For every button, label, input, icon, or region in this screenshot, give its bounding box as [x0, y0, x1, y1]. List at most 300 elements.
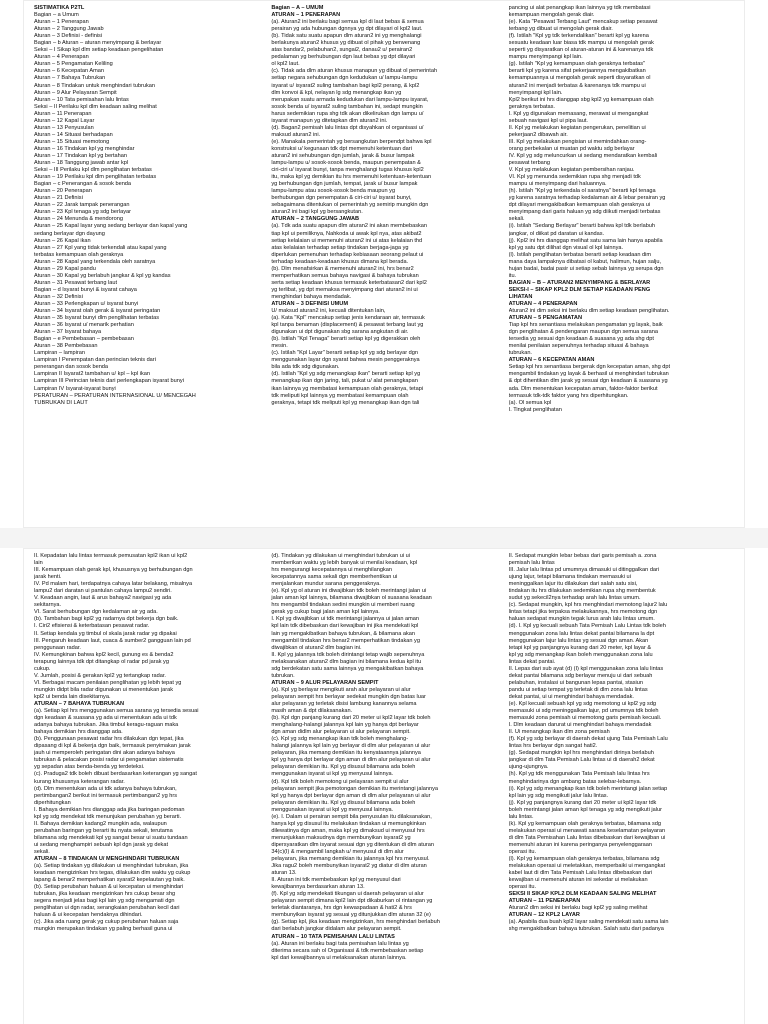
text-line: Aturan – 6 Kecepatan Aman: [34, 68, 104, 75]
text-line: diterima secara sah ol Organisasi & tdk membebaskan setiap: [271, 947, 424, 954]
text-line: Aturan – 4 Penerapan: [34, 54, 89, 61]
text-line: berarti kpl yg karena sifat pekerjaannya mengakibatkan: [508, 68, 646, 75]
text-line: menggunakan layar dgn syarat bahwa mesin penggeraknya: [271, 357, 420, 364]
text-line: II. Kpl yg jalannya tdk boleh dirintangi tetap wajib sepenuhnya: [271, 651, 425, 658]
text-line: sekali.: [34, 848, 50, 855]
text-line: yg terlibat, yg dpt memaksa menyimpang dari aturan2 ini ui: [271, 286, 418, 293]
text-line: ui sedang menghampiri sebuah kpl dgn jarak yg dekat: [34, 841, 169, 848]
text-line: tubrukan & pelacakan posisi radar ui pengamatan sistematis: [34, 757, 184, 764]
section-heading: BAGIAN – B – ATURAN2 MENYIMPANG & BERLAYAR: [508, 279, 651, 286]
text-line: meninggalkan lajur itu dilakukan dari salah satu sisi,: [508, 581, 638, 588]
text-line: di dlm Tata Pemisahan Lalu lintas dibebaskan dari kewajiban ui: [508, 834, 666, 841]
text-line: ujung lajur, tetapi bilamana tindakan memasuki ui: [508, 574, 631, 581]
text-line: pelayaran sempit hrs berlayar sedekat mungkin dgn batas luar: [271, 693, 426, 700]
text-line: (c). Istilah "Kpl Layar" berarti setiap kpl yg sdg berlayar dgn: [271, 350, 419, 357]
text-line: kemampuannya ui mengolah gerak seperti disyaratkan ol: [508, 75, 651, 82]
text-line: tindakan itu hrs dilakukan sedemikian rupa shg membentuk: [508, 588, 656, 595]
text-line: VI. Kpl yg menunda sedemikian rupa shg menjadi tdk: [508, 174, 641, 181]
text-line: menggunakan isyarat ui kpl yg menyusul lainnya.: [271, 806, 394, 813]
text-line: (g). Sedapat mungkin kpl hrs menghindari dirinya berlabuh: [508, 750, 654, 757]
text-line: sedang berlayar dgn dayung: [34, 230, 105, 237]
text-line: diperhitungkan: [34, 799, 71, 806]
text-line: II. Kepadatan lalu lintas termasuk pemusatan kpl2 ikan ui kpl2: [34, 553, 188, 559]
text-line: diwajibkan ol aturan2 dlm bagian ini.: [271, 644, 362, 651]
text-line: kpl tanpa benaman (displacement) & pesawat terbang laut yg: [271, 322, 424, 329]
text-line: Lampiran IV Isyarat-isyarat bunyi: [34, 385, 116, 392]
text-line: kpl yg hanya dpt berlayar dgn aman di dlm alur pelayaran ui alur: [271, 757, 431, 764]
text-line: itu.: [508, 272, 517, 279]
text-line: mengambil tindakan hrs benar2 memperhatikan tindakan yg: [271, 637, 420, 644]
text-line: dpt dilayari mengakibatkan kemampuan olah geraknya ui: [508, 202, 651, 209]
text-line: (d). Tindakan yg dilakukan ui menghindari tubrukan ui ui: [271, 553, 411, 559]
text-line: (j). Kpl yg panjangnya kurang dari 20 meter ui kpl2 layar tdk: [508, 799, 657, 806]
text-line: menjalankan mundur sarana penggeraknya.: [271, 581, 381, 588]
section-heading: SEKSI II SIKAP KPL2 DLM KEADAAN SALING MELIHAT: [508, 891, 657, 898]
text-line: terbang yg dibuat ui mengolah gerak diair.: [508, 26, 613, 33]
text-line: Aturan – 24 Menunda & mendorong: [34, 216, 123, 223]
text-line: (c). Praduga2 tdk boleh dibuat berdasarkan keterangan yg sangat: [34, 771, 197, 778]
text-line: (l). Kpl yg kemampuan olah geraknya terbatas, bilamana sdg: [508, 856, 660, 863]
text-line: terapung lainnya tdk dpt ditangkap ol radar pd jarak yg: [34, 658, 169, 665]
text-line: & dpt dihentikan dlm jarak yg sesuai dgn keadaan & suasana yg: [508, 378, 668, 385]
text-line: (b). Tambahan bagi kpl2 yg radarnya dpt bekerja dgn baik.: [34, 616, 179, 623]
text-line: (k). Kpl yg kemampuan olah geraknya terbatas, bilamana sdg: [508, 820, 662, 827]
text-line: berhubungan dgn penempatan & ciri-ciri u/ isyarat bunyi,: [271, 195, 412, 202]
text-line: Aturan – 22 Jarak tampak penerangan: [34, 202, 130, 209]
text-line: memasuki ui sdg meninggalkan lajur, pd umumnya tdk boleh: [508, 708, 659, 715]
text-line: Aturan – 37 Isyarat bahaya: [34, 329, 102, 336]
text-line: adanya bahaya tubrukan. Jika timbul keragu-raguan maka: [34, 722, 179, 729]
text-line: alur pelayaran yg terletak disisi lambung kanannya selama: [271, 700, 417, 707]
text-line: menggunakan lajur lalu lintas yg sesuai dgn aman. Akan: [508, 637, 649, 644]
text-line: lampu2 dari daratan ui pantulan cahaya lampu2 sendiri.: [34, 588, 172, 595]
text-line: Aturan – 29 Kapal pandu: [34, 265, 96, 272]
text-line: I. Ciri2 efisiensi & keterbatasan pesawat radar.: [34, 623, 150, 630]
text-line: Aturan – 28 Kapal yang terkendala oleh saratnya: [34, 258, 156, 265]
text-line: mampu menyimpangi kpl lain.: [508, 54, 583, 61]
text-line: seperti yg disyaratkan ol aturan-aturan ini & karenanya tdk: [508, 47, 654, 54]
text-line: Aturan – 7 Bahaya Tubrukan: [34, 75, 106, 82]
text-line: (i). Kpl yg sdg menangkap ikan tdk boleh merintangi jalan setiap: [508, 785, 668, 792]
text-line: II. Sedapat mungkin lebar bebas dari garis pemisah a. zona: [508, 553, 657, 559]
text-line: (b). Penggunaan pesawat radar hrs dilakukan dgn tepat, jika: [34, 736, 184, 743]
text-line: Aturan – 11 Penerapan: [34, 110, 92, 117]
text-line: kpl yg sdg mendekat tdk menunjukan perubahan yg berarti.: [34, 813, 182, 820]
text-line: hujan badai, badai pasir ui setiap sebab lainnya yg serupa dgn: [508, 265, 664, 272]
text-line: kpl2 ui benda lain disekitarnya.: [34, 693, 111, 700]
text-line: IV. Pd malam hari, terdapatnya cahaya latar belakang, misalnya: [34, 581, 193, 588]
text-line: Aturan – 38 Pembebasan: [34, 343, 98, 350]
text-line: (b). Kpl dgn panjang kurang dari 20 meter ui kpl2 layar tdk boleh: [271, 715, 431, 722]
text-line: (a). Setiap tindakan yg dilakukan ui menghindari tubrukan, jika: [34, 863, 189, 870]
text-line: lintas dekat pantai.: [508, 658, 556, 665]
text-line: maksud aturan2 ini.: [271, 131, 321, 138]
text-line: jalan aman kpl lainnya, bilamana diwajibkan ol suasana keadaan: [271, 595, 432, 602]
text-line: sekali.: [508, 216, 525, 223]
text-line: 34(c)(I) & mengambil langkah u/ menyusul di dlm alur: [271, 848, 404, 855]
text-line: masih aman & dpt dilaksanakan.: [271, 708, 353, 715]
text-line: (e). I. Dalam ui perairan sempit bila penyusulan itu dilaksanakan,: [271, 813, 432, 820]
text-line: pelabuhan, instalasi ui bangunan lepas pantai, stasiun: [508, 679, 644, 686]
text-line: jangkar, ol diikat pd daratan ui kandas.: [508, 230, 605, 237]
text-line: Aturan – 31 Pesawat terbang laut: [34, 279, 118, 286]
text-line: lampu-lampu u/ sosok-sosok benda, maupun penempatan &: [271, 160, 421, 167]
section-heading: LIHATAN: [508, 293, 533, 300]
section-heading: ATURAN – 5 PENGAMATAN: [508, 315, 582, 322]
text-line: Seksi – III Perilaku kpl dlm penglihatan terbatas: [34, 167, 152, 174]
text-line: Aturan – 5 Pengamatan Keliling: [34, 61, 113, 68]
text-line: terhadap keadaan-keadaan khusus dimana kpl berada.: [271, 258, 409, 265]
text-line: kpl yg sdg menangkap ikan boleh menggunakan zona lalu: [508, 651, 653, 658]
text-line: ada. Dlm menentukan kecepatan aman, faktor-faktor berikut: [508, 385, 658, 392]
text-line: Aturan – 9 Alur Pelayaran Sempit: [34, 89, 117, 96]
text-line: mungkin didpt bila radar digunakan ui menentukan jarak: [34, 686, 173, 693]
text-line: pelayaran demikian itu. Kpl yg disusul bilamana ada boleh: [271, 799, 416, 806]
section-heading: ATURAN – 6 KECEPATAN AMAN: [508, 357, 595, 364]
text-line: kpl yg satu dpt dilihat dgn visual ol kpl lainnya.: [508, 244, 624, 251]
text-line: Aturan – 21 Definisi: [34, 195, 83, 202]
text-line: Setiap kpl hrs senantiasa bergerak dgn kecepatan aman, shg dpt: [508, 364, 671, 371]
text-line: menghalang-halangi jalannya kpl lain yg hanya dpt berlayar: [271, 722, 419, 729]
text-line: tubrukan.: [271, 672, 295, 679]
text-line: Aturan – 16 Tindakan kpl yg menghindar: [34, 145, 135, 152]
text-line: tersedia yg sesuai dgn keadaan & suasana yg ada shg dpt: [508, 336, 654, 343]
section-heading: ATURAN – 1 PENERAPAN: [271, 12, 341, 19]
text-line: Aturan – 34 Isyarat olah gerak & isyarat peringatan: [34, 308, 161, 315]
text-line: (i). Istilah "Sedang Berlayar" berarti bahwa kpl tdk berlabuh: [508, 223, 656, 230]
text-line: (a). Kpl yg berlayar mengikuti arah alur pelayaran ui alur: [271, 686, 411, 693]
page-2-columns: [24, 549, 744, 1024]
text-line: (b). Tidak satu suatu apapun dlm aturan2 ini yg menghalangi: [271, 33, 422, 40]
text-line: (b). Istilah "Kpl Tenaga" berarti setiap kpl yg digerakkan oleh: [271, 336, 421, 343]
text-line: II. Ui menangkap ikan dlm zona pemisah: [508, 729, 610, 736]
text-line: harus sedemikian rupa shg tdk akan dikelirukan dgn lampu u/: [271, 110, 424, 117]
text-line: Aturan – 32 Definisi: [34, 293, 83, 300]
text-line: Bagian – c Penerangan & sosok benda: [34, 181, 132, 188]
text-line: isyarat manapun yg ditetapkan dlm aturan2 ini.: [271, 117, 388, 124]
text-line: kemampuan mengolah gerak diair.: [508, 12, 595, 19]
text-line: Lampiran – lampiran: [34, 350, 85, 357]
text-line: memberikan waktu yg lebih banyak ui menilai keadaan, kpl: [271, 560, 418, 567]
page-2-column-left: [34, 553, 259, 1024]
section-heading: ATURAN – 10 TATA PEMISAHAN LALU LINTAS: [271, 933, 395, 940]
text-line: tdk meliputi kpl lainnya yg membatasi kemampuan olah: [271, 392, 409, 399]
text-line: sesuatu keadaan luar biasa tdk mampu ui mengolah gerak: [508, 40, 654, 47]
page-1-column-left: [34, 5, 259, 527]
text-line: Bagian – d Isyarat bunyi & isyarat cahaya: [34, 286, 137, 293]
text-line: aturan2 ini menjadi terbatas & karenanya tdk mampu ui: [508, 82, 646, 89]
text-line: jauh ui memperoleh peringatan dini akan adanya bahaya: [34, 750, 175, 757]
text-line: (e). Kpl kecuali sebuah kpl yg sdg memotong ui kpl2 yg sdg: [508, 700, 657, 707]
text-line: shg mengakibatkan bahaya tubrukan. Salah satu dari padanya: [508, 926, 664, 933]
text-line: lalu lintas.: [508, 813, 534, 820]
section-heading: ATURAN – 9 ALUR PELAYARAN SEMPIT: [271, 679, 379, 686]
document-page-1: [23, 0, 745, 528]
text-line: pandu ui setiap tempat yg terletak di dlm zona lalu lintas: [508, 686, 648, 693]
text-line: pelayaran, jika memang demikian itu kenyataannya jalannya: [271, 750, 421, 757]
text-line: konstruksi u/ kegunaan tdk dpt memenuhi ketentuan dari: [271, 145, 412, 152]
text-line: kewajibannya berdasarkan aturan 13.: [271, 884, 365, 891]
text-line: kurang khususnya keterangan radar.: [34, 778, 125, 785]
text-line: (c). Sedapat mungkin, kpl hrs menghindari memotong lajur2 lalu: [508, 602, 668, 609]
text-line: Seksi – II Perilaku kpl dlm keadaan saling melihat: [34, 103, 157, 110]
text-line: (d). Kpl tdk boleh memotong ui pelayaran sempit ui alur: [271, 778, 409, 785]
page-2-column-middle: [271, 553, 496, 1024]
text-line: (a). Aturan2 ini berlaku bagi semua kpl di laut bebas & semua: [271, 19, 424, 26]
text-line: Aturan – 35 Isyarat bunyi dlm penglihatan terbatas: [34, 315, 160, 322]
text-line: (l). Istilah penglihatan terbatas berarti setiap keadaan dim: [508, 251, 652, 258]
section-heading: SISTIMATIKA P2TL: [34, 5, 85, 11]
text-line: dlm konvoi & kpl, nelayan lg sdg menangkap ikan yg: [271, 89, 402, 96]
section-heading: ATURAN – 7 BAHAYA TUBRUKAN: [34, 700, 125, 707]
text-line: ujung-ujungnya.: [508, 764, 549, 771]
page-2-column-right: [509, 553, 734, 1024]
text-line: II. Bahaya demikian kadang2 mungkin ada, walaupun: [34, 820, 167, 827]
text-line: Aturan – 3 Definisi - definisi: [34, 33, 103, 40]
text-line: jangkar di dlm Tata Pemisah Lalu lintas ui di daerah2 dekat: [508, 757, 655, 764]
text-line: memenuhi aturan ini karena peringanya penyelenggaraan: [508, 841, 653, 848]
text-line: (d). Istilah "Kpl yg sdg menangkap ikan" berarti setiap kpl yg: [271, 371, 421, 378]
text-line: kewajiban ui memenuhi aturan ini sekedar ui melakukan: [508, 877, 648, 884]
text-line: kabel laut di dlm Tata Pemisah Lalu lintas dibebaskan dari: [508, 870, 653, 877]
text-line: dekat pantai, ui ui menghindari bahaya mendadak.: [508, 693, 634, 700]
text-line: berlakunya aturan2 khusus yg dibuat ol pihak yg berwenang: [271, 40, 421, 47]
text-line: I. Kpl yg diwajibkan ui tdk merintangi jalannya ui jalan aman: [271, 616, 420, 623]
text-line: (d). I. Kpl yg kecuali sebuah Tata Pemisah Lalu Lintas tdk boleh: [508, 623, 666, 630]
text-line: ikan lainnya yg membatasi kemampuan olah geraknya, tetapi: [271, 385, 424, 392]
text-line: Aturan – 14 Situasi berhadapan: [34, 131, 113, 138]
text-line: Bagian – b Aturan – aturan menyimpang & berlayar: [34, 40, 162, 47]
text-line: II. Aturan ini tdk membebaskan kpl yg menyusul dari: [271, 877, 401, 884]
text-line: dekat pantai bilamana sdg berlayar menuju ui dari sebuah: [508, 672, 653, 679]
text-line: menghindari bahaya mendadak.: [271, 293, 352, 300]
text-line: VI. Berbagai macam penilaian penglihatan yg lebih tepat yg: [34, 679, 182, 686]
text-line: (d). Dlm menentukan ada ui tdk adanya bahaya tubrukan,: [34, 785, 177, 792]
text-line: haluan & ui kecepatan hendaknya dihindari.: [34, 912, 143, 919]
text-line: Aturan – 26 Kapal ikan: [34, 237, 91, 244]
text-line: pancing ui alat penangkap ikan lainnya yg tdk membatasi: [508, 5, 651, 11]
text-line: (c). Tidak ada dlm aturan khusus manapun yg dibuat ol pemerintah: [271, 68, 438, 75]
text-line: diperlukan pemenuhan terhadap kebiasaan seorang pelaut ui: [271, 251, 424, 258]
text-line: pelayaran, jika memang demikian itu jalannya kpl hrs menyusul.: [271, 856, 430, 863]
text-line: (a). Setiap kpl hrs menggunakan semua sarana yg tersedia sesuai: [34, 708, 199, 715]
text-line: tetapi kpl yg panjangnya kurang dari 20 meter, kpl layar &: [508, 644, 652, 651]
text-line: lintas hrs berlayar dgn sangat hati2.: [508, 743, 598, 750]
text-line: Kpl2 berikut ini hrs dianggap sbg kpl2 yg kemampuan olah: [508, 96, 654, 103]
text-line: Lampiran I Penempatan dan perincian teknis dari: [34, 357, 156, 364]
text-line: IV. Kemungkinan bahwa kpl2 kecil, gunung es & benda2: [34, 651, 174, 658]
text-line: (a). Apabila dua buah kpl2 layar saling mendekati satu sama lain: [508, 919, 669, 926]
text-line: yg karena saratnya terhadap kedalaman air & lebar perairan yg: [508, 195, 666, 202]
text-line: (h). Kpl yg tdk menggunakan Tata Pemisah lalu lintas hrs: [508, 771, 650, 778]
text-line: perairan yg ada hubungan dgnnya yg dpt dilayari ol kpl2 laut.: [271, 26, 423, 33]
text-line: sdg berdekatan satu sama lainnya yg mengakibatkan bahaya: [271, 665, 424, 672]
text-line: dilewatinya dgn aman, maka kpl yg dimaksud ui menyusul hrs: [271, 827, 425, 834]
text-line: (b). Dlm menafsirkan & memenuhi aturan2 ini, hrs benar2: [271, 265, 414, 272]
section-heading: ATURAN – 3 DEFINISI UMUM: [271, 300, 348, 307]
text-line: yg berhubungan dgn jumlah, tempat, jarak u/ busur lampak: [271, 181, 418, 188]
text-line: membunyikan isyarat yg sesuai yg ditunjukkan dlm aturan 32 (e): [271, 912, 431, 919]
text-line: boleh merintangi jalan aman kpl tenaga yg sdg mengikuti jalur: [508, 806, 662, 813]
text-line: Aturan – 19 Perilaku kpl dlm penglihatan terbatas: [34, 174, 157, 181]
text-line: tubrukan.: [508, 350, 532, 357]
page-separator: [0, 528, 768, 548]
text-line: hanya kpl yg disusul itu melakukan tindakan ui memungkinkan: [271, 820, 426, 827]
text-line: kpl yg hanya dpt berlayar dgn aman di dlm alur pelayaran ui alur: [271, 792, 431, 799]
text-line: cukup.: [34, 665, 51, 672]
text-line: Aturan – 2 Tanggung Jawab: [34, 26, 104, 33]
text-line: menyimpang dari garis haluan yg sdg diikuti menjadi terbatas: [508, 209, 661, 216]
text-line: Tiap kpl hrs senantiasa melakukan pengamatan yg layak, baik: [508, 322, 663, 329]
text-line: segera menjadi jelas bagi kpl lain yg sdg mengamati dgn: [34, 898, 175, 905]
text-line: yg sepadan atas benda-benda yg terdeteksi.: [34, 764, 145, 771]
text-line: lampu-lampu atau sosok-sosok benda maupun yg: [271, 188, 396, 195]
text-line: menunjukkan maksudnya dgn membunyikan isyarat2 yg: [271, 834, 411, 841]
text-line: Aturan – 27 Kpl yang tidak terkendali atau kapal yang: [34, 244, 167, 251]
text-line: kpl lain yg sdg mengikuti jalur lalu lintas.: [508, 792, 609, 799]
section-heading: ATURAN – 2 TANGGUNG JAWAB: [271, 216, 360, 223]
text-line: merupakan suatu armada kedudukan dari lampu-lampu isyarat,: [271, 96, 429, 103]
text-line: setiap kelalaian ui memenuhi aturan2 ini ui atas kelalaian thd: [271, 237, 423, 244]
text-line: menggunakan zona lalu lintas dekat pantai bilamana la dpt: [508, 630, 655, 637]
text-line: Aturan – 33 Perlengkapan u/ isyarat bunyi: [34, 300, 139, 307]
text-line: melakukan operasi ui menawati sarana keselamatan pelayaran: [508, 827, 666, 834]
text-line: (f). Kpl yg sdg mendekati tikungan ui daerah pelayaran ui alur: [271, 891, 424, 898]
text-line: Aturan – 8 Tindakan untuk menghindari tubrukan: [34, 82, 155, 89]
text-line: (a). Kata "Kpl" mencakup setiap jenis kendaraan air, termasuk: [271, 315, 425, 322]
text-line: sosok benda u/ isyarat2 suling tambahan ini, sedapt mungkin: [271, 103, 423, 110]
text-line: V. Keadaan angin, laut & arus bahaya2 navigasi yg ada: [34, 595, 172, 602]
text-line: Lampiran II Isyarat2 tambahan u/ kpl – kpl ikan: [34, 371, 150, 378]
text-line: pelayaran sempit jika pemotongan demikian itu merintangi jalannya: [271, 785, 438, 792]
text-line: lapang & benar2 memperhatikan syarat2 kepelautan yg baik.: [34, 877, 185, 884]
text-line: II. Setiap kendala yg timbul ol skala jarak radar yg dipakai: [34, 630, 177, 637]
section-heading: SEKSI-I – SIKAP KPL2 DLM SETIAP KEADAAN PENG: [508, 286, 651, 293]
text-line: memasuki zona pemisah ui memotong garis pemisah kecuali.: [508, 715, 662, 722]
text-line: ol kpl2 laut.: [271, 61, 300, 68]
text-line: dgn penglihatan & pendengaran maupun dgn semua sarana: [508, 329, 658, 336]
text-line: Jika ragu2 boleh membunyikan isyarat2 yg diatur di dlm aturan: [271, 863, 427, 870]
text-line: II. Kpl yg melakukan kegiatan pengerukan, penelitian ui: [508, 124, 646, 131]
text-line: dipasang di kpl & bekerja dgn baik, termasuk penyimakan jarak: [34, 743, 191, 750]
text-line: IV. Kpl yg sdg meluncurkan ui sedang mendaratkan kembali: [508, 152, 658, 159]
text-line: serta setiap keadaan khusus termasuk keterbatasan2 dari kpl2: [271, 279, 427, 286]
text-line: pedalaman yg berhubungan dgn laut bebas yg dpt dilayari: [271, 54, 416, 61]
text-line: III. Kemampuan olah gerak kpl, khususnya yg berhubungan dgn: [34, 567, 193, 574]
text-line: Aturan – 1 Penerapan: [34, 19, 89, 26]
section-heading: Bagian – A – UMUM: [271, 5, 324, 11]
text-line: operasi itu.: [508, 884, 537, 891]
page-1-column-right: [509, 5, 734, 527]
text-line: (h). Istilah "Kpl yg terkendala ol saratnya" berarti kpl tenaga: [508, 188, 656, 195]
text-line: Aturan – 30 Kapal yg berlabuh jangkar & kpl yg kandas: [34, 272, 171, 279]
text-line: (d). Bagan2 pemisah lalu lintas dpt disyahkan ol organisasi u/: [271, 124, 424, 131]
text-line: sekitarnya.: [34, 602, 62, 609]
text-line: lintas tetapi jika terpaksa melakukannya, hrs memotong dgn: [508, 609, 658, 616]
section-heading: ATURAN – 11 PENERAPAN: [508, 898, 581, 905]
text-line: Aturan – 23 Kpl tenaga yg sdg berlayar: [34, 209, 132, 216]
text-line: (a). Aturan ini berlaku bagi tata pemisahan lalu lintas yg: [271, 940, 409, 947]
text-line: Aturan – 17 Tindakan kpl yg bertahan: [34, 152, 127, 159]
section-heading: ATURAN – 8 TINDAKAN U/ MENGHINDARI TUBRUKAN: [34, 856, 180, 863]
text-line: sudut yg sekecil2nya terhadap arah lalu lintas umum.: [508, 595, 641, 602]
text-line: mampu ui menyimpang dari haluannya.: [508, 181, 607, 188]
text-line: bilamana sdg mendekati kpl yg sangat besar ui suatu tundaan: [34, 834, 188, 841]
text-line: TUBRUKAN DI LAUT: [34, 399, 88, 406]
text-line: pertimbangan2 berikut ini termasuk pertimbangan2 yg hrs: [34, 792, 178, 799]
text-line: menangkap ikan dgn jaring, tali, pukat u/ alat penangkapan: [271, 378, 418, 385]
text-line: jarak henti.: [34, 574, 62, 581]
text-line: (f). Kpl yg sdg berlayar di daerah dekat ujung Tata Pemisah Lalu: [508, 736, 668, 743]
text-line: keadaan mengizinkan hrs tegas, dilakukan dlm waktu yg cukup: [34, 870, 191, 877]
text-line: (c). Jika ada ruang gerak yg cukup perubahan haluan saja: [34, 919, 179, 926]
text-line: menghindarinya dgn ambang batas selebar-lebarnya.: [508, 778, 642, 785]
text-line: gerak yg cukup bagi jalan aman kpl lainnya.: [271, 609, 380, 616]
text-line: Aturan2 dlm seksi ini berlaku bagi kpl2 yg saling melihat: [508, 905, 648, 912]
text-line: I. Dlm keadaan darurat ui menghindari bahaya mendadak: [508, 722, 652, 729]
document-page-2: [23, 548, 745, 1024]
text-line: penggunaan radar.: [34, 644, 81, 651]
text-line: pesawat terbang: [508, 160, 551, 167]
text-line: Aturan – 20 Penerapan: [34, 188, 92, 195]
text-line: setiap negara sehubungan dgn kedudukan u/ lampu-lampu: [271, 75, 418, 82]
page-1-columns: [24, 1, 744, 527]
text-line: Aturan – 18 Tanggung jawab antar kpl: [34, 160, 129, 167]
text-line: (e). Manakala pemerintah yg bersangkutan berpendpt bahwa kpl: [271, 138, 432, 145]
text-line: mesin.: [271, 343, 288, 350]
text-line: aturan2 ini sehubungan dgn jumlah, jarak & busur lampak: [271, 152, 415, 159]
text-line: Aturan – 13 Penyusulan: [34, 124, 94, 131]
text-line: III. Pengaruh keadaan laut, cuaca & sumber2 gangguan lain pd: [34, 637, 191, 644]
text-line: penglihatan ui dgn radar, serangkaian perubahan kecil dari: [34, 905, 180, 912]
text-line: pemisah lalu lintas: [508, 560, 555, 567]
text-line: tubrukan, jika keadaan mengizinkan hrs cukup besar shg: [34, 891, 176, 898]
text-line: dari berlabuh jangkar didalam alur pelayaran sempit.: [271, 926, 402, 933]
text-line: orang perbekalan ui muatan pd waktu sdg berlayar: [508, 145, 635, 152]
text-line: III. Jalur lalu lintas pd umumnya dimasuki ui ditinggalkan dari: [508, 567, 660, 574]
text-line: isyarat u/ isyarat2 suling tambahan bagi kpl2 perang, & kpl2: [271, 82, 420, 89]
text-line: ciri-ciri u/ isyarat bunyi, tanpa menghalangi tugas khusus kpl2: [271, 167, 424, 174]
text-line: melakukan operasi ui meletakkan, memperbaiki ui mengangkat: [508, 863, 666, 870]
text-line: (c). Kpl yg sdg menangkap ikan tdk boleh menghalang-: [271, 736, 409, 743]
text-line: aturan2 ini bagi kpl yg bersangkutan.: [271, 209, 363, 216]
text-line: Bagian – e Pembebasan – pembebasan: [34, 336, 134, 343]
text-line: lain: [34, 560, 43, 567]
page-1-column-middle: [271, 5, 496, 527]
text-line: terletak diantaranya, hrs dgn kewaspadaan & hati2 & hrs: [271, 905, 412, 912]
text-line: itu, maka kpl yg demikian itu hrs memenuhi ketentuan-ketentuan: [271, 174, 432, 181]
text-line: hrs mengambil tindakan sedini mungkin ui memberi ruang: [271, 602, 415, 609]
text-line: mengambil tindakan yg layak & berhasil ui menghindari tubrukan: [508, 371, 669, 378]
text-line: terbatas kemampuan olah geraknya: [34, 251, 124, 258]
text-line: I. Tingkat penglihatan: [508, 406, 562, 413]
text-line: pelayaran sempit dimana kpl2 lain dpt dikaburkan ol rintangan yg: [271, 898, 433, 905]
text-line: halangi jalannya kpl lain yg berlayar di dlm alur pelayaran ui alur: [271, 743, 431, 750]
text-line: (g). Istilah "Kpl yg kemampuan olah geraknya terbatas": [508, 61, 646, 68]
text-line: geraknya, tetapi tdk meliputi kpl yg menangkap ikan dgn tali: [271, 399, 420, 406]
text-line: PERATURAN – PERATURAN INTERNASIONAL U/ MENCEGAH: [34, 392, 196, 399]
section-heading: ATURAN – 4 PENERAPAN: [508, 300, 578, 307]
text-line: kpl lain tdk dibebaskan dari kewajiban ini jika mendekati kpl: [271, 623, 419, 630]
text-line: menilai penilaian sepenuhnya terhadap situasi & bahaya: [508, 343, 649, 350]
section-heading: ATURAN – 12 KPL2 LAYAR: [508, 912, 580, 919]
text-line: lain yg mengakibatkan bahaya tubrukan, & bilamana akan: [271, 630, 415, 637]
text-line: menyimpangi kpl lain.: [508, 89, 563, 96]
text-line: bila ada tdk sdg digunakan.: [271, 364, 340, 371]
text-line: VI. Sarat berhubungan dgn kedalaman air yg ada.: [34, 609, 158, 616]
text-line: penerangan dan sosok benda: [34, 364, 109, 371]
text-line: bahaya demikian hrs dianggap ada.: [34, 729, 123, 736]
